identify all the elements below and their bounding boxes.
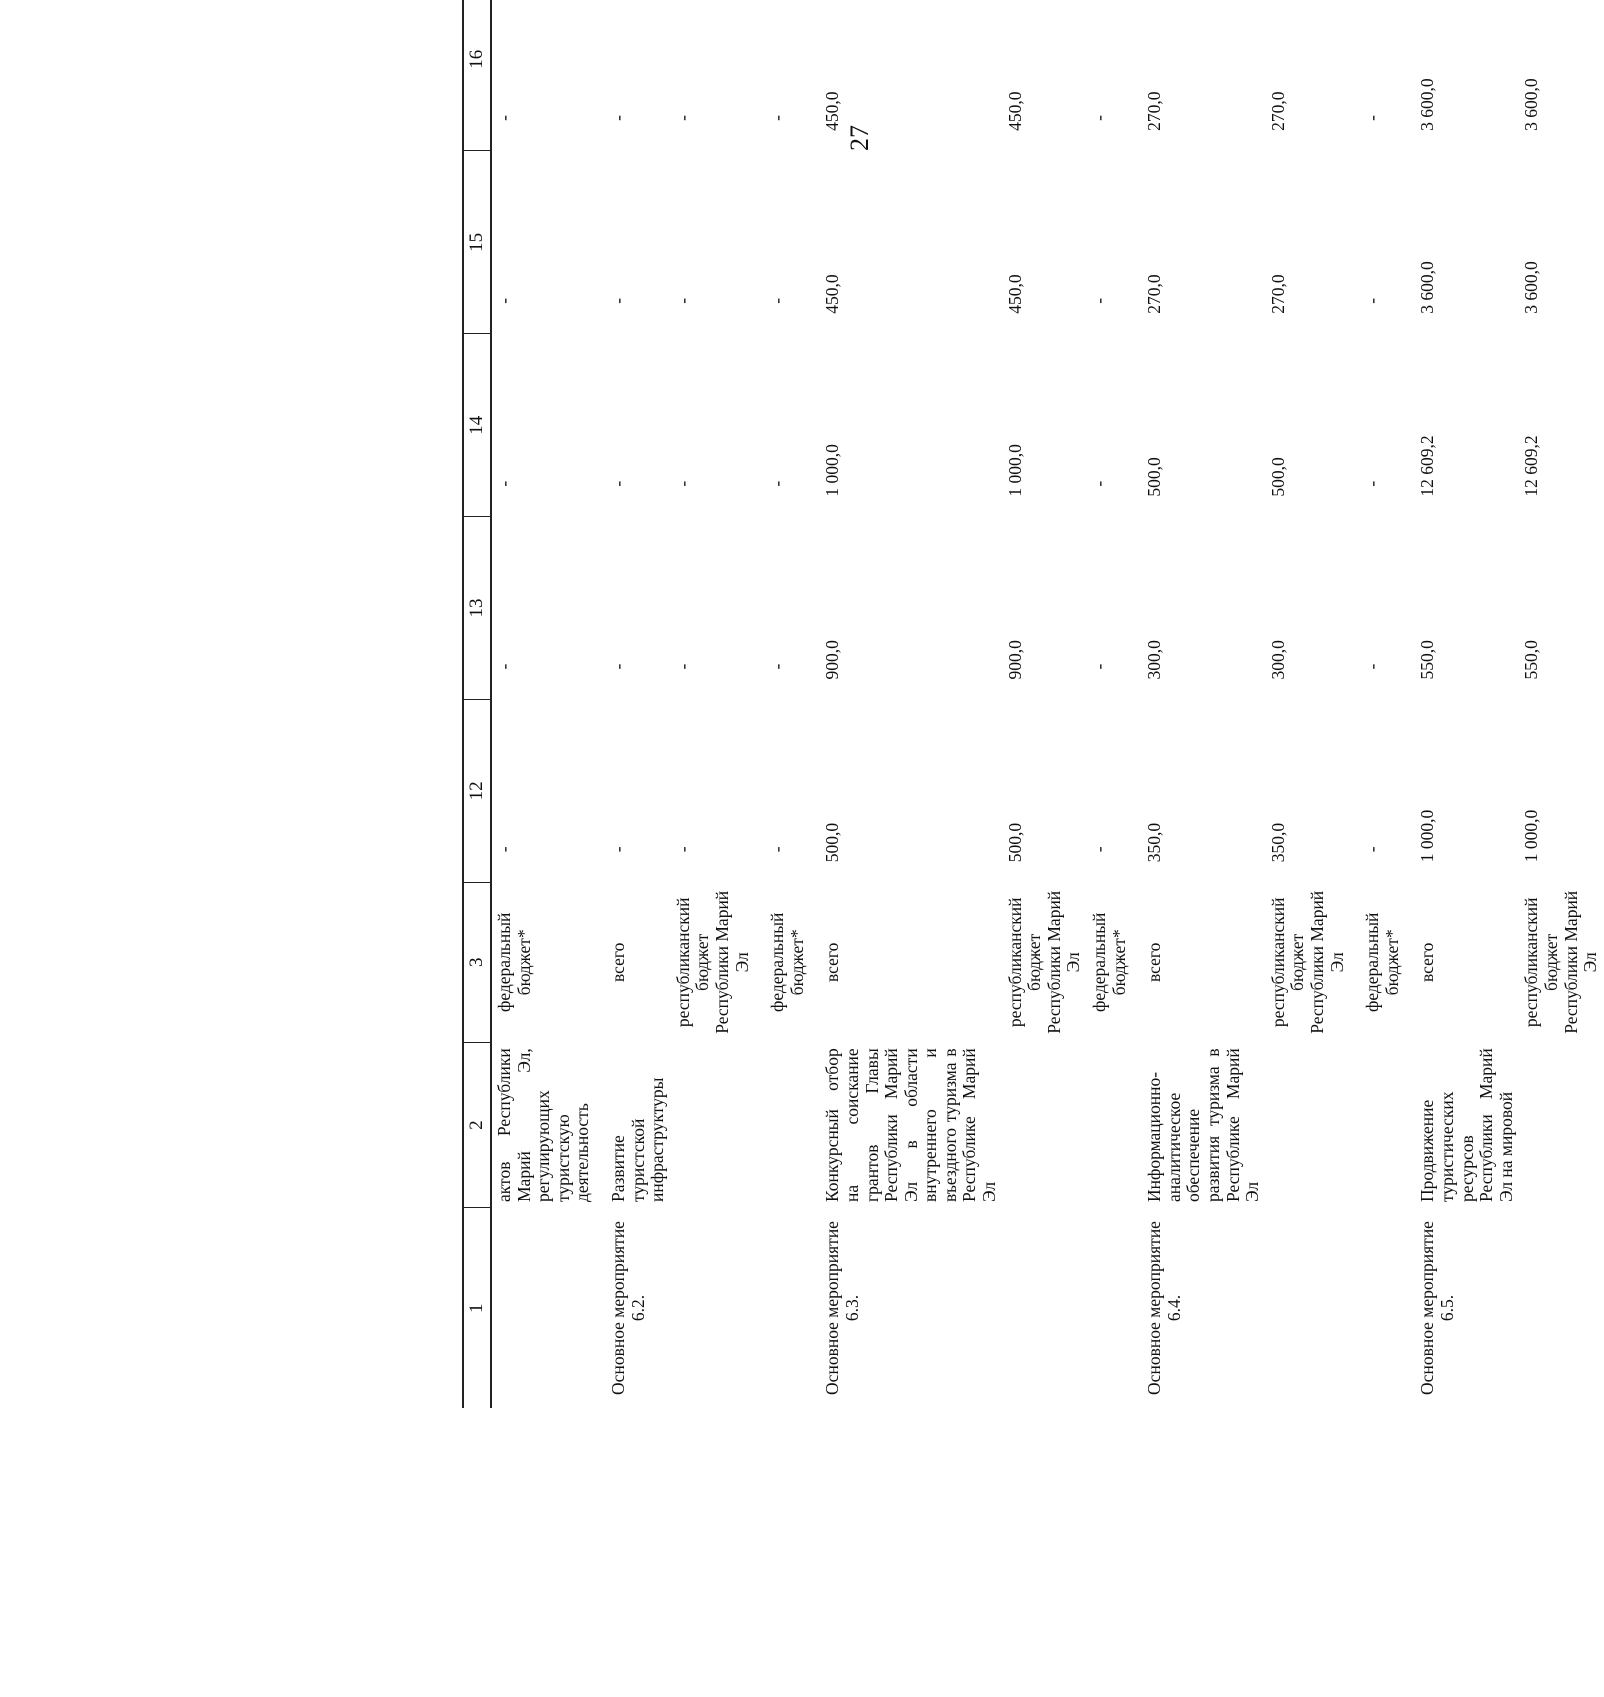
table-row [1087,0,1132,1408]
activity-name-cell: Продвижение туристических ресурсов Республики Марий Эл на мировой [1417,1048,1516,1202]
header-col-2: 2 [463,1042,491,1208]
funding-source-cell: всего [607,942,628,982]
value-col-12: 1 000,0 [1521,809,1542,863]
value-col-15: - [494,297,514,304]
value-col-12: - [767,846,788,853]
value-col-14: 1 000,0 [1004,444,1025,497]
table-row [1266,0,1350,1408]
value-col-14: - [1362,480,1383,487]
activity-cell [1003,1208,1087,1408]
value-col-14: 500,0 [1267,457,1288,497]
value-col-15: 270,0 [1144,274,1165,314]
value-col-15: 270,0 [1267,274,1288,314]
page-number: 27 [845,125,874,151]
activity-name-cell [1266,1042,1350,1208]
value-col-16: - [1362,115,1383,121]
row-spacer [1132,0,1142,1408]
value-col-15: - [672,297,693,304]
header-col-16: 16 [463,0,491,151]
value-col-15: - [607,297,628,304]
value-col-14: - [767,480,788,487]
activity-name-cell: Развитие туристской инфраструктуры [607,1077,668,1202]
value-col-15: 450,0 [1004,274,1025,314]
funding-source-cell: республиканский бюджет Республики Марий Эл [672,890,752,1034]
rotated-sheet [462,0,1601,1408]
activity-name-cell [765,1042,810,1208]
header-col-3: 3 [463,882,491,1042]
header-col-15: 15 [463,151,491,334]
funding-source-cell: республиканский бюджет Республики Марий Эл [1521,890,1601,1034]
row-spacer-cell [1405,0,1415,1408]
activity-name-cell: Конкурсный отбор на соискание грантов Главы Республики Марий Эл в области внутреннего и въездного туризма в Республике Марий Эл [822,1048,1000,1202]
activity-cell [1519,1208,1603,1408]
value-col-13: 550,0 [1521,640,1542,680]
table-row [1003,0,1087,1408]
value-col-14: 12 609,2 [1521,435,1542,497]
funding-source-cell: федеральный бюджет* [494,912,534,1013]
value-col-14: - [494,480,514,487]
table-row [671,0,755,1408]
activity-name-cell [671,1042,755,1208]
row-spacer [596,0,606,1408]
funding-source-cell: федеральный бюджет* [767,912,807,1013]
value-col-13: - [494,663,514,670]
value-col-12: - [1362,846,1383,853]
activity-name-cell: актов Республики Марий Эл, регулирующих туристскую деятельность [494,1048,593,1202]
row-spacer-cell [755,0,765,1408]
value-col-12: - [494,846,514,853]
table-row [606,0,671,1408]
value-col-14: - [672,480,693,487]
activity-cell: Основное мероприятие 6.5. [1417,1221,1457,1395]
value-col-15: - [1089,297,1110,304]
table-row [1415,0,1519,1408]
value-col-13: 900,0 [822,640,843,680]
funding-source-cell: всего [1144,942,1165,982]
header-col-14: 14 [463,334,491,517]
value-col-13: - [607,663,628,670]
activity-cell: Основное мероприятие 6.4. [1144,1221,1184,1395]
header-col-12: 12 [463,699,491,882]
table-row [820,0,1002,1408]
value-col-16: - [672,115,693,121]
value-col-12: 1 000,0 [1417,809,1438,863]
value-col-12: - [1089,846,1110,853]
funding-source-cell: республиканский бюджет Республики Марий Эл [1004,890,1084,1034]
activity-name-cell: Информационно-аналитическое обеспечение развития туризма в Республике Марий Эл [1144,1048,1263,1202]
value-col-16: - [494,115,514,121]
header-col-13: 13 [463,517,491,700]
value-col-15: - [767,297,788,304]
value-col-16: - [607,115,628,121]
funding-source-cell: федеральный бюджет* [1362,912,1402,1013]
value-col-13: - [1089,663,1110,670]
row-spacer [1405,0,1415,1408]
activity-name-cell [1087,1042,1132,1208]
value-col-13: 900,0 [1004,640,1025,680]
value-col-12: 350,0 [1267,822,1288,863]
funding-source-cell: всего [822,942,843,982]
row-spacer [755,0,765,1408]
value-col-13: 550,0 [1417,640,1438,680]
value-col-14: - [607,480,628,487]
table-row [491,0,596,1408]
value-col-14: - [1089,480,1110,487]
activity-cell: Основное мероприятие 6.2. [607,1221,648,1395]
row-spacer-cell [1350,0,1360,1408]
value-col-15: - [1362,297,1383,304]
value-col-13: - [767,663,788,670]
value-col-14: 500,0 [1144,457,1165,497]
row-spacer [810,0,820,1408]
value-col-13: - [672,663,693,670]
funding-source-cell: республиканский бюджет Республики Марий Эл [1267,890,1347,1034]
value-col-16: 3 600,0 [1521,78,1542,131]
value-col-13: - [1362,663,1383,670]
table-row [1142,0,1266,1408]
value-col-15: 3 600,0 [1521,261,1542,314]
value-col-13: 300,0 [1144,640,1165,680]
value-col-16: 450,0 [822,91,843,131]
table-header-row [463,0,491,1408]
value-col-14: 1 000,0 [822,444,843,497]
value-col-12: 500,0 [1004,822,1025,863]
activity-cell [1360,1208,1405,1408]
table-row [1519,0,1603,1408]
value-col-15: 3 600,0 [1417,261,1438,314]
table-row [1360,0,1405,1408]
funding-source-cell: федеральный бюджет* [1089,912,1129,1013]
header-col-1: 1 [463,1208,491,1408]
activity-cell [765,1208,810,1408]
table-row [765,0,810,1408]
value-col-16: 270,0 [1144,91,1165,131]
activity-name-cell [1519,1042,1603,1208]
activity-cell [1087,1208,1132,1408]
value-col-12: - [672,846,693,853]
row-spacer-cell [810,0,820,1408]
value-col-12: 350,0 [1144,822,1165,863]
budget-table [462,0,1604,1408]
activity-cell [491,1208,596,1408]
activity-name-cell [1360,1042,1405,1208]
row-spacer-cell [1132,0,1142,1408]
value-col-15: 450,0 [822,274,843,314]
value-col-16: 270,0 [1267,91,1288,131]
value-col-16: - [767,115,788,121]
value-col-16: - [1089,115,1110,121]
value-col-14: 12 609,2 [1417,435,1438,497]
activity-name-cell [1003,1042,1087,1208]
activity-cell [1266,1208,1350,1408]
activity-cell: Основное мероприятие 6.3. [822,1221,862,1395]
value-col-16: 450,0 [1004,91,1025,131]
value-col-12: - [607,846,628,853]
row-spacer [1350,0,1360,1408]
value-col-16: 3 600,0 [1417,78,1438,131]
value-col-12: 500,0 [822,822,843,863]
funding-source-cell: всего [1417,942,1438,982]
value-col-13: 300,0 [1267,640,1288,680]
activity-cell [671,1208,755,1408]
table-body [491,0,1604,1408]
row-spacer-cell [596,0,606,1408]
